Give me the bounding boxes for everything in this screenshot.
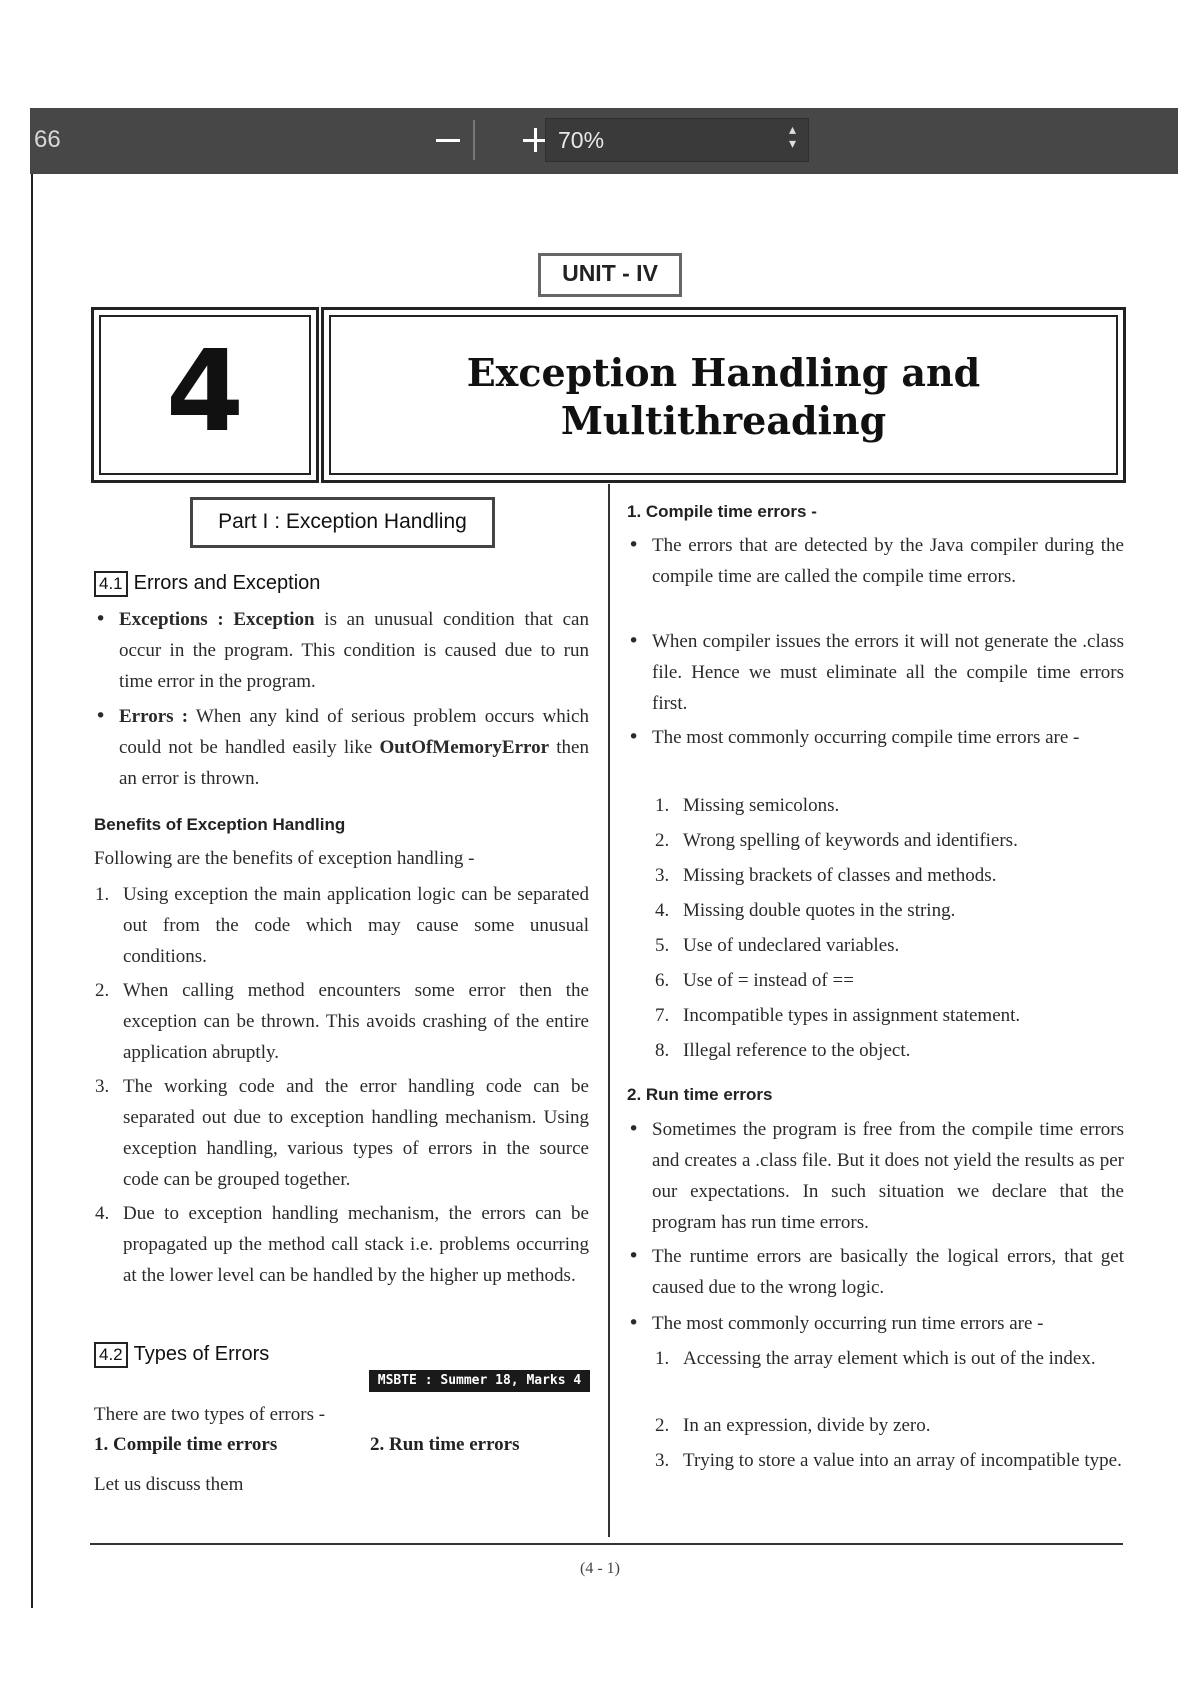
column-divider [608,484,610,1537]
section-number: 4.1 [94,571,128,597]
chapter-number-frame [91,307,319,483]
runtime-bullet: • Sometimes the program is free from the compile time errors and creates a .class file. But it does not yield the results as per our expectations. In such situation we declare that the program has run time errors. [628,1118,1124,1233]
zoom-out-button[interactable] [428,120,468,160]
benefit-item: 3. The working code and the error handling code can be separated out due to exception handling mechanism. Using exception handling, various types of errors in the source code can be grouped together. [95,1076,589,1190]
viewer-toolbar [30,108,1178,174]
compile-error-item: 5. Use of undeclared variables. [655,935,900,956]
chapter-title-frame [321,307,1126,483]
bullet-text-end: then an error is thrown. [119,737,589,789]
section-4-1-heading [94,571,320,597]
benefits-intro: Following are the benefits of exception handling - [94,848,475,869]
compile-error-item: 1. Missing semicolons. [655,795,840,816]
bullet-label: Exceptions : Exception [119,609,315,630]
runtime-error-item: 1. Accessing the array element which is out of the index. [655,1348,1096,1369]
page-left-edge [31,174,33,1608]
updown-chevron-icon: ▴ ▾ [788,122,796,152]
benefits-heading: Benefits of Exception Handling [94,815,346,834]
part-title: Part I : Exception Handling [218,510,467,533]
toolbar-separator [473,120,475,160]
msbte-badge: MSBTE : Summer 18, Marks 4 [369,1370,590,1392]
runtime-bullet: • The most commonly occurring run time errors are - [628,1312,1044,1334]
zoom-value: 70% [558,127,605,153]
bullet-text: When any kind of serious problem occurs which could not be handled easily like [119,706,589,758]
types-list [94,1434,594,1462]
chapter-title [331,349,1116,445]
bullet-text: is an unusual condition that can occur in the program. This condition is caused due to run time error in the program. [119,609,589,692]
bullet-icon: • [95,608,107,630]
benefit-item: 4. Due to exception handling mechanism, the errors can be propagated up the method call stack i.e. problems occurring at the lower level can be handled by the higher up methods. [95,1203,589,1286]
unit-label: UNIT - IV [562,260,658,286]
compile-error-item: 8. Illegal reference to the object. [655,1040,911,1061]
compile-errors-heading: 1. Compile time errors - [627,502,817,521]
section-title: Errors and Exception [133,572,321,594]
runtime-bullet: • The runtime errors are basically the logical errors, that get caused due to the wrong logic. [628,1245,1124,1298]
bullet-bold-term: OutOfMemoryError [379,737,550,758]
bullet-errors [95,701,589,794]
zoom-select[interactable] [545,118,809,162]
page-number[interactable]: 66 [34,126,61,153]
bullet-icon: • [95,705,107,727]
type-compile: 1. Compile time errors [94,1434,278,1455]
page-footer: (4 - 1) [580,1560,620,1577]
compile-error-item: 7. Incompatible types in assignment statement. [655,1005,1021,1026]
chapter-title-line2: Multithreading [560,398,887,443]
bullet-label: Errors : [119,706,189,727]
footer-rule [90,1543,1123,1545]
compile-bullet: • The errors that are detected by the Java compiler during the compile time are called the compile time errors. [628,534,1124,587]
compile-error-item: 4. Missing double quotes in the string. [655,900,956,921]
benefit-item: 2. When calling method encounters some error then the exception can be thrown. This avoids crashing of the entire application abruptly. [95,980,589,1063]
types-intro: There are two types of errors - [94,1404,326,1425]
runtime-errors-heading: 2. Run time errors [627,1085,773,1104]
section-4-2-heading [94,1342,269,1368]
chapter-number: 4 [166,327,244,457]
type-runtime: 2. Run time errors [370,1434,520,1455]
section-number: 4.2 [94,1342,128,1368]
section-title: Types of Errors [133,1343,270,1365]
unit-box [538,253,682,297]
runtime-error-item: 3. Trying to store a value into an array of incompatible type. [655,1450,1122,1471]
compile-error-item: 2. Wrong spelling of keywords and identifiers. [655,830,1018,851]
discuss-text: Let us discuss them [94,1474,244,1495]
part-box [190,497,495,548]
compile-error-item: 6. Use of = instead of == [655,970,854,991]
runtime-error-item: 2. In an expression, divide by zero. [655,1415,931,1436]
compile-bullet: • When compiler issues the errors it will not generate the .class file. Hence we must eliminate all the compile time errors first. [628,630,1124,714]
benefit-item: 1. Using exception the main application logic can be separated out from the code which may cause some unusual conditions. [95,884,589,967]
bullet-exceptions [95,604,589,697]
compile-bullet: • The most commonly occurring compile time errors are - [628,726,1080,748]
compile-error-item: 3. Missing brackets of classes and methods. [655,865,997,886]
chapter-title-line1: Exception Handling and [466,350,981,395]
